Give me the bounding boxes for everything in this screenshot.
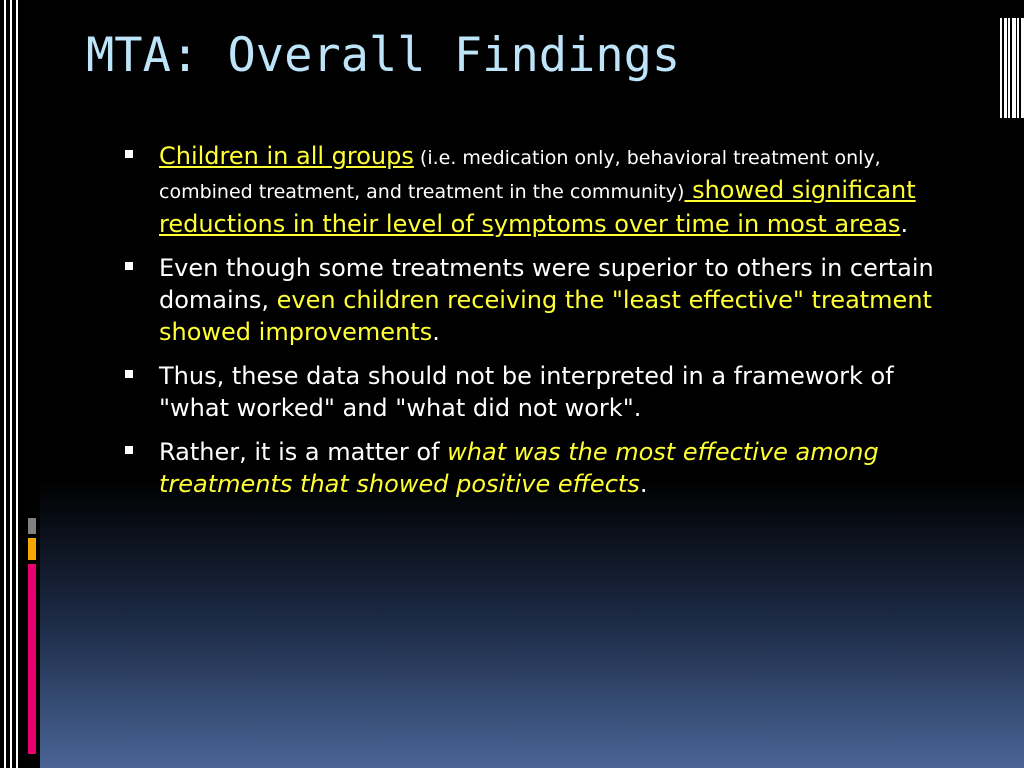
decor-bar <box>1008 18 1010 118</box>
bullet-lead-highlight: Children in all groups <box>159 142 414 170</box>
bullet-end: . <box>900 210 909 238</box>
bullet-marker-icon <box>125 262 133 270</box>
bullet-item <box>120 436 960 500</box>
bullet-marker-icon <box>125 150 133 158</box>
decor-accent-pink <box>28 564 36 754</box>
title-decor-bars <box>1000 18 1024 118</box>
bullet-marker-icon <box>125 446 133 454</box>
decor-bar <box>1017 18 1019 118</box>
decor-bar <box>1004 18 1007 118</box>
decor-line <box>4 0 6 768</box>
bullet-aside: (i.e. medication only, behavioral treatment only, combined treatment, and treatment in the community) <box>159 147 881 203</box>
bullet-highlight: even children receiving the "least effective" treatment showed improvements <box>159 286 932 346</box>
bullet-end: . <box>432 318 440 346</box>
decor-bar <box>1012 18 1016 118</box>
bullet-item <box>120 252 960 348</box>
decor-bar <box>1000 18 1002 118</box>
left-decor-strip <box>0 0 40 768</box>
decor-accent-gray <box>28 518 36 534</box>
decor-line <box>10 0 12 768</box>
bullet-marker-icon <box>125 370 133 378</box>
bullet-item <box>120 140 960 240</box>
bullet-text: Rather, it is a matter of <box>159 438 448 466</box>
bullet-highlight: showed significant reductions in their level of symptoms over time in most areas <box>159 176 916 238</box>
bullet-highlight: what was the most effective among treatments that showed positive effects <box>159 438 879 498</box>
bullet-item <box>120 360 960 424</box>
bullet-text: Even though some treatments were superior to others in certain domains, <box>159 254 934 314</box>
decor-line <box>16 0 18 768</box>
decor-accent-orange <box>28 538 36 560</box>
bullet-text: Thus, these data should not be interpreted in a framework of "what worked" and "what did not work". <box>159 362 894 422</box>
bullet-list <box>120 140 960 512</box>
bullet-end: . <box>639 470 648 498</box>
slide-title: MTA: Overall Findings <box>86 28 681 83</box>
